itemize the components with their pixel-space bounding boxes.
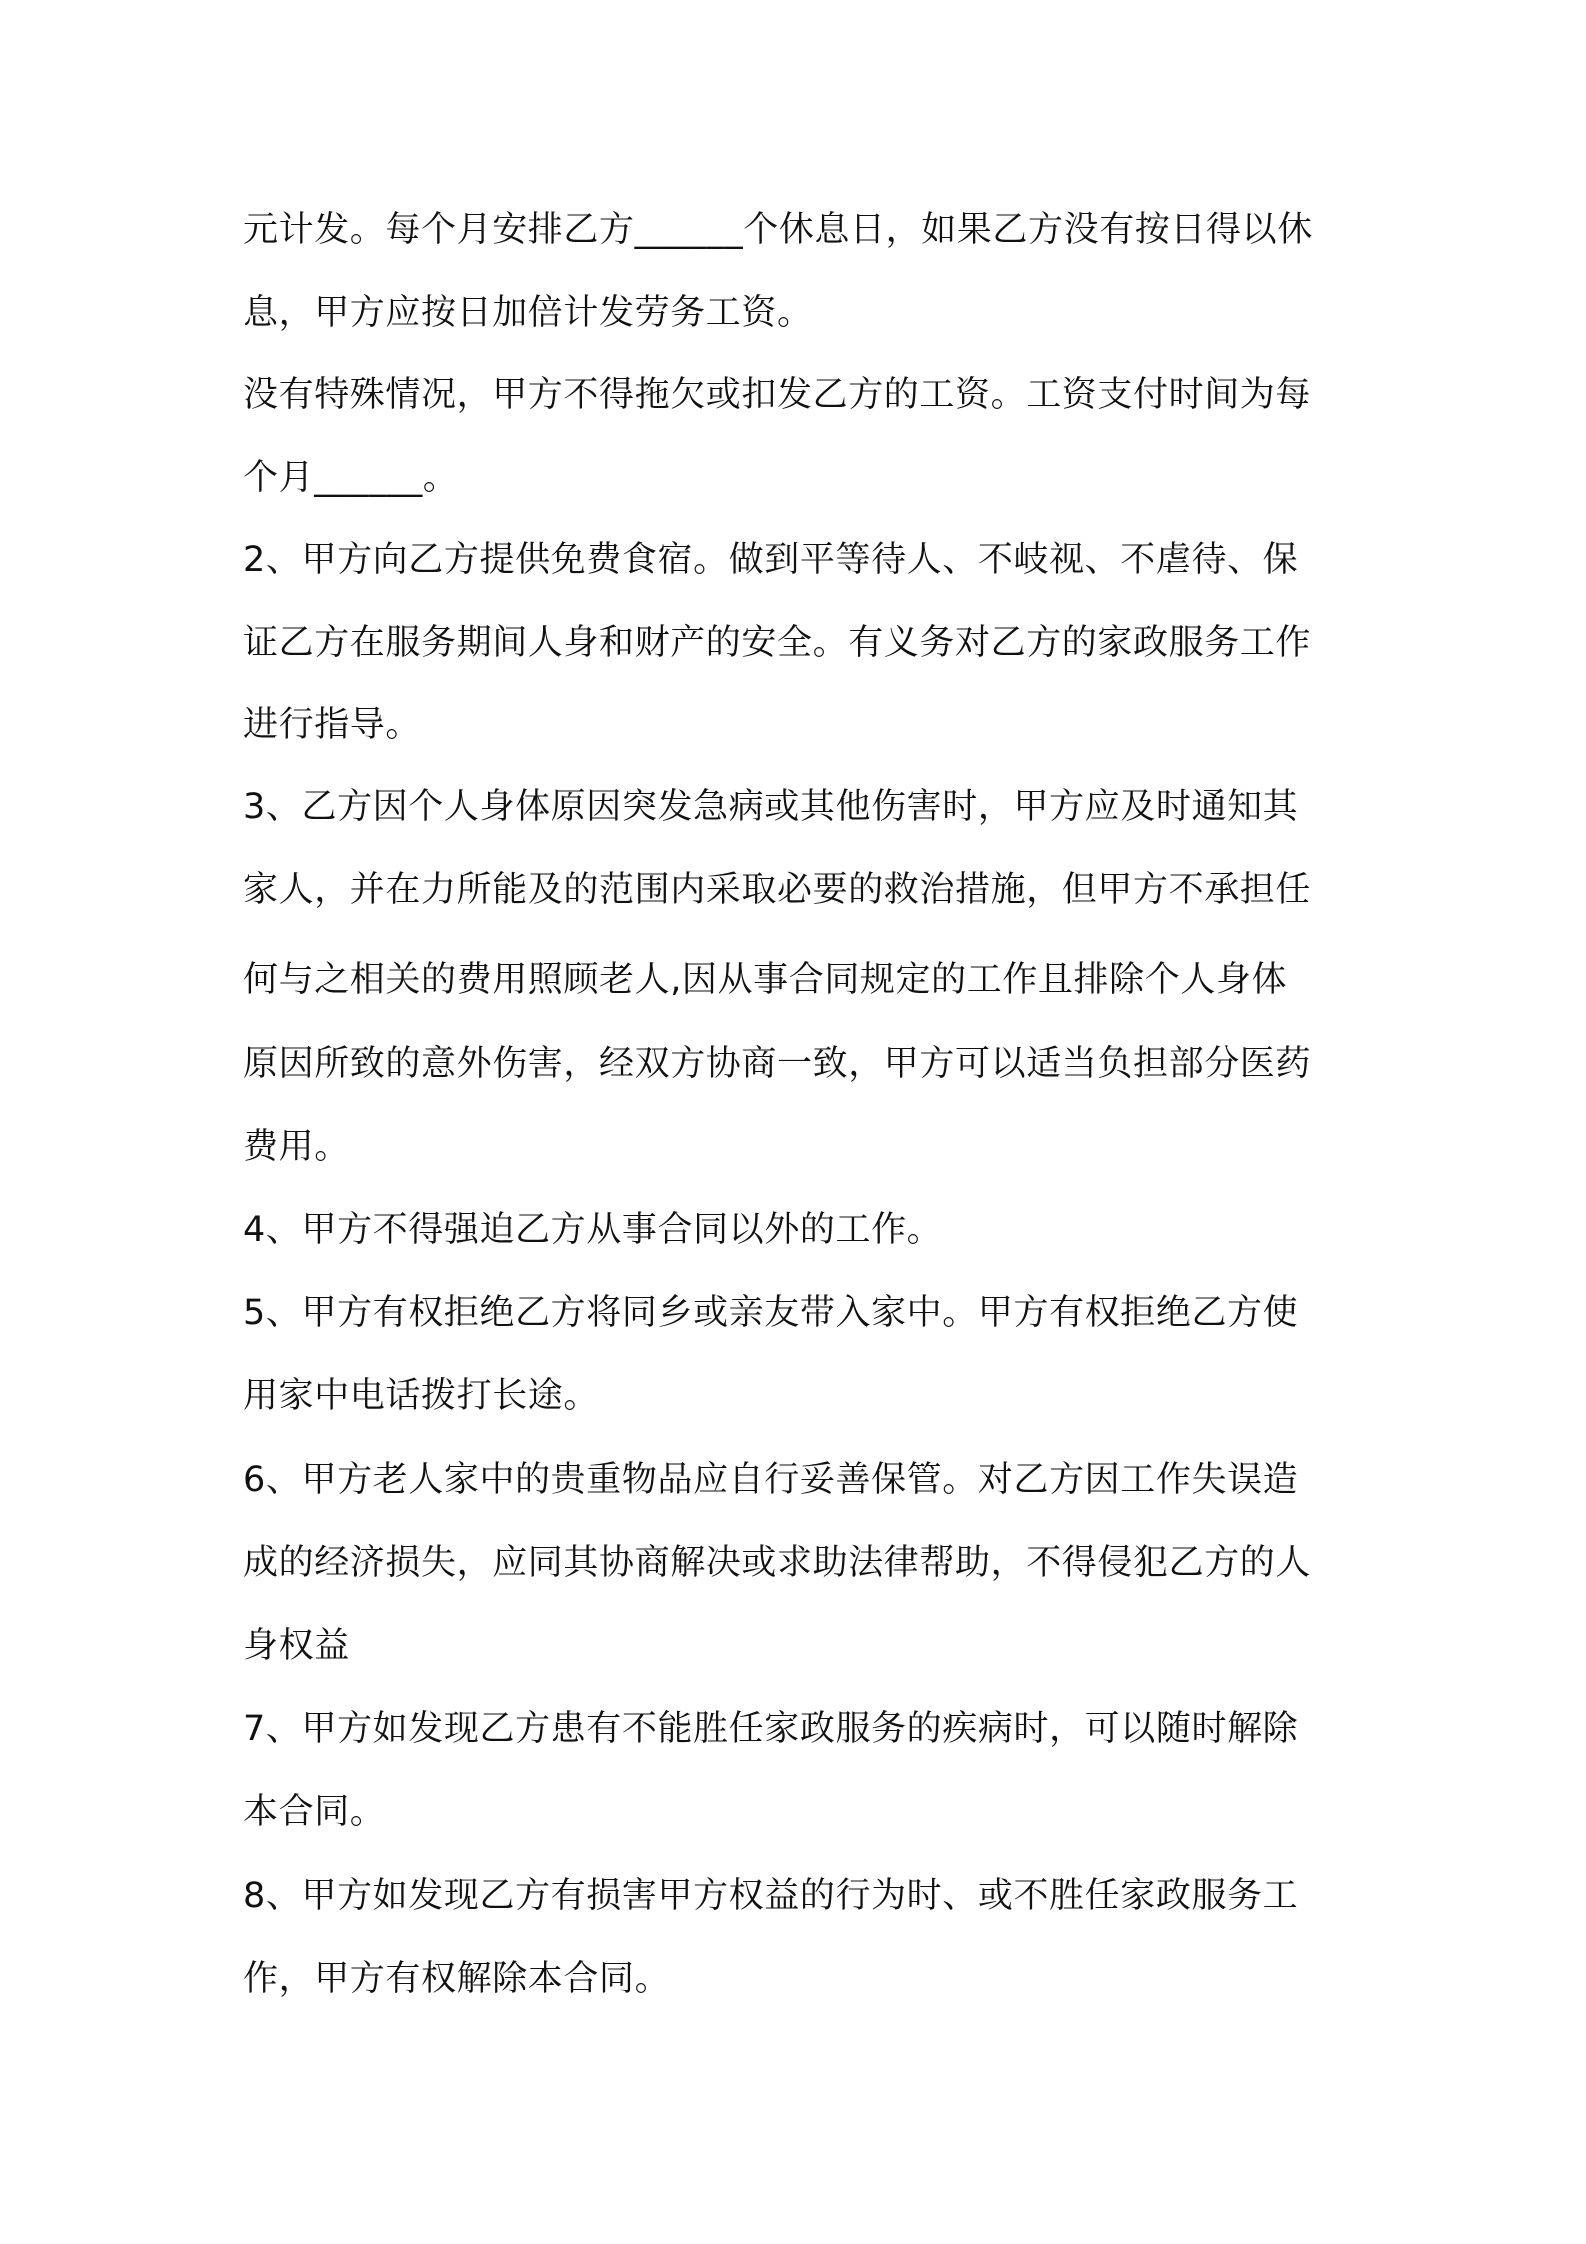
text-line: 本合同。 xyxy=(243,1792,386,1832)
text-line: 作，甲方有权解除本合同。 xyxy=(243,1959,671,1999)
text-line: 用家中电话拨打长途。 xyxy=(243,1376,600,1416)
text-line: 3、乙方因个人身体原因突发急病或其他伤害时，甲方应及时通知其 xyxy=(243,787,1299,827)
text-line: 成的经济损失，应同其协商解决或求助法律帮助，不得侵犯乙方的人 xyxy=(243,1543,1312,1583)
text-line: 原因所致的意外伤害，经双方协商一致，甲方可以适当负担部分医药 xyxy=(243,1044,1312,1084)
text-line: 8、甲方如发现乙方有损害甲方权益的行为时、或不胜任家政服务工 xyxy=(243,1876,1299,1916)
text-line: 息，甲方应按日加倍计发劳务工资。 xyxy=(243,293,813,333)
text-line: 费用。 xyxy=(243,1127,350,1167)
text-line: 身权益 xyxy=(243,1626,350,1666)
text-line: 5、甲方有权拒绝乙方将同乡或亲友带入家中。甲方有权拒绝乙方使 xyxy=(243,1293,1299,1333)
text-line: 2、甲方向乙方提供免费食宿。做到平等待人、不岐视、不虐待、保 xyxy=(243,540,1299,580)
text-line: 元计发。每个月安排乙方______个休息日，如果乙方没有按日得以休 xyxy=(243,210,1313,250)
text-line: 何与之相关的费用照顾老人,因从事合同规定的工作且排除个人身体 xyxy=(243,960,1288,1000)
text-line: 4、甲方不得强迫乙方从事合同以外的工作。 xyxy=(243,1210,943,1250)
text-line: 6、甲方老人家中的贵重物品应自行妥善保管。对乙方因工作失误造 xyxy=(243,1460,1299,1500)
text-line: 证乙方在服务期间人身和财产的安全。有义务对乙方的家政服务工作 xyxy=(243,623,1312,663)
text-line: 家人，并在力所能及的范围内采取必要的救治措施，但甲方不承担任 xyxy=(243,870,1312,910)
text-line: 7、甲方如发现乙方患有不能胜任家政服务的疾病时，可以随时解除 xyxy=(243,1709,1299,1749)
text-line: 个月______。 xyxy=(243,458,459,498)
text-line: 没有特殊情况，甲方不得拖欠或扣发乙方的工资。工资支付时间为每 xyxy=(243,375,1312,415)
text-line: 进行指导。 xyxy=(243,705,422,745)
